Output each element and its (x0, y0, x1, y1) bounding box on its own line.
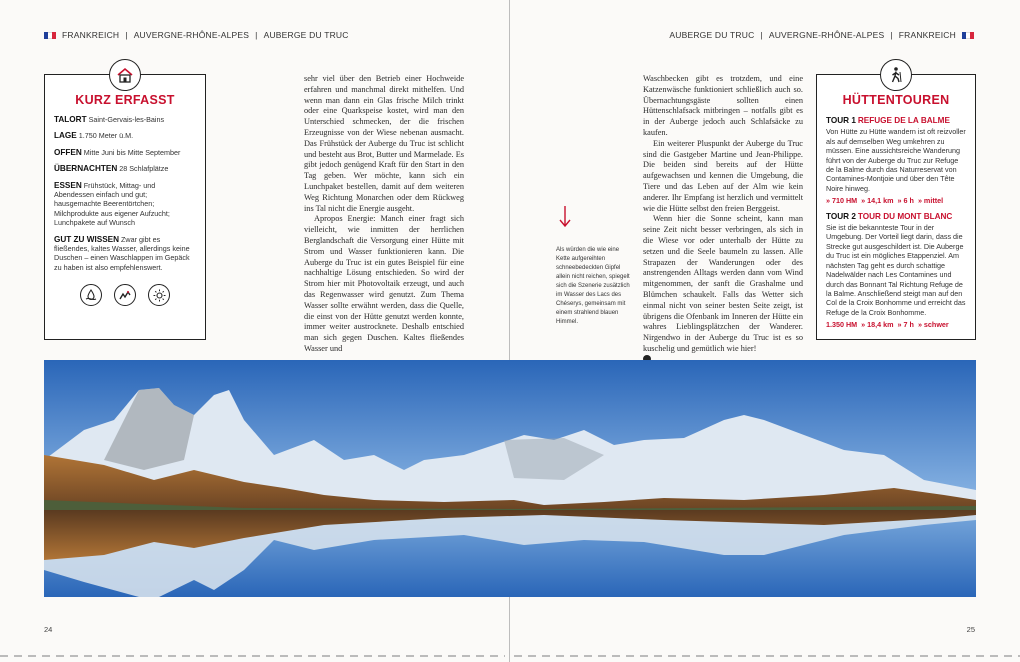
header-separator: | (760, 30, 763, 40)
tour2-duration: » 7 h (897, 320, 914, 330)
talort-value: Saint-Gervais-les-Bains (88, 115, 165, 124)
hiking-trail-icon (114, 284, 136, 306)
header-region: AUVERGNE-RHÔNE-ALPES (133, 30, 250, 40)
tour1-difficulty: » mittel (917, 196, 944, 206)
tour1-stats (826, 196, 966, 205)
right-body-column (643, 74, 803, 366)
photo-caption: Als würden die wie eine Kette aufgereihten schneebedeckten Gipfel allein nicht reichen, spiegelt sich die Szenerie zusätzlich im Wasser des Lacs des Chéserys, gemeinsam mit einem strahlend blauen Himmel. (556, 247, 630, 325)
header-separator: | (125, 30, 128, 40)
lage-value: 1.750 Meter ü.M. (78, 131, 134, 141)
header-hut: AUBERGE DU TRUC (669, 30, 755, 40)
paragraph: sehr viel über den Betrieb einer Hochweide erfahren und manchmal direkt mithelfen. Und wenn man dann ein Glas frische Milch trinkt oder eine Quarkspeise kostet, wird man den Unterschied schmecken, der die frischen Erzeugnisse von der Wiese nebenan ausmacht. Das Frühstück der Auberge du Truc ist schlicht und besteht aus Brot, Butter und Marmelade. Es gibt jedoch genügend Kraft für den Start in den Tag geben. Wer möchte, kann sich ein Lunchpaket bestellen, damit auf dem weiteren Weg Richtung Monarchen oder dem Rückweg ins Tal nicht die Energie ausgeht. (304, 74, 464, 213)
header-separator: | (890, 30, 893, 40)
uebernachten-label: ÜBERNACHTEN (54, 164, 118, 174)
hiker-icon (880, 59, 912, 91)
infobox-title: KURZ ERFASST (75, 93, 175, 107)
water-icon (80, 284, 102, 306)
mountain-hut-icon (109, 59, 141, 91)
offen-label: OFFEN (54, 147, 82, 157)
left-page-number: 24 (44, 625, 53, 634)
header-country: FRANKREICH (62, 30, 120, 40)
essen-value: Frühstück, Mittag- und Abendessen einfach und gut; hausgemachte Beerentörtchen; Milchprodukte aus eigener Aufzucht; Lunchpakete auf Wunsch (54, 180, 170, 228)
header-separator: | (255, 30, 258, 40)
tour2-name: TOUR DU MONT BLANC (857, 211, 953, 221)
paragraph: Waschbecken gibt es trotzdem, und eine Katzenwäsche funktioniert schließlich auch so. Übernachtungsgäste sollten einen Hüttenschlafsack mitbringen – notfalls gibt es in der Auberge jedoch auch Schlafsäcke zu kaufen. (643, 74, 803, 137)
kurz-erfasst-box (44, 74, 206, 340)
tour2-label: TOUR 2 (826, 211, 856, 221)
essen-label: ESSEN (54, 180, 82, 190)
tour1-label: TOUR 1 (826, 116, 856, 125)
huettentouren-box (816, 74, 976, 340)
french-flag-icon (962, 32, 974, 39)
caption-arrow-icon (559, 206, 571, 232)
tour1-duration: » 6 h (897, 196, 914, 206)
tour2-difficulty: » schwer (917, 320, 949, 330)
tour1-name: REFUGE DE LA BALME (857, 116, 950, 125)
uebernachten-value: 28 Schlafplätze (119, 164, 169, 174)
header-hut: AUBERGE DU TRUC (263, 30, 349, 40)
tour1-distance: » 14,1 km (861, 196, 894, 206)
right-bottom-edge (514, 655, 1020, 657)
talort-label: TALORT (54, 115, 87, 124)
tour2-text: Sie ist die bekannteste Tour in der Umgebung. Der Vorteil liegt darin, dass die Strecke gut ausgeschildert ist. Die Auberge du Truc ist ein mögliches Etappenziel. Am nächsten Tag geht es durch schattige Nadelwälder nach Les Contamines und durch das Bonnant Tal Richtung Refuge de la Balme. Anschließend steigt man auf den Col de la Croix Bonhomme und erreicht das Refuge de la Croix Bonhomme. (826, 223, 966, 317)
header-country: FRANKREICH (898, 30, 956, 40)
paragraph: Ein weiterer Pluspunkt der Auberge du Truc sind die Gastgeber Martine und Jean-Philippe. Die beiden sind bereits auf der Hütte aufgewachsen und kennen die Umgebung, die Tiere und das Leben auf der Alm wie kein anderer. Ihr Empfang ist herzlich und vermittelt wie die Hütte selbst den freien Berggeist. (643, 138, 803, 213)
french-flag-icon (44, 32, 56, 39)
left-running-header (44, 30, 349, 40)
gut-zu-wissen-label: GUT ZU WISSEN (54, 234, 120, 244)
left-body-column (304, 74, 464, 355)
toursbox-content (826, 116, 966, 330)
infobox-content (54, 115, 196, 272)
toursbox-title: HÜTTENTOUREN (842, 93, 950, 107)
gut-zu-wissen-value: Zwar gibt es fließendes, kaltes Wasser, allerdings keine Duschen – einen Waschlappen im Gepäck zu haben ist also empfehlenswert. (54, 234, 190, 272)
paragraph: Wenn hier die Sonne scheint, kann man seine Zeit nicht besser verbringen, als sich in die Wiese vor oder unterhalb der Hütte zu setzen und die Seele baumeln zu lassen. Alle Strapazen der Wanderungen oder des anstrengenden Alltags werden dann vom Wind mitgenommen, der sanft die Grashalme und Blümchen schaukelt. Falls das Wetter sich einmal nicht von seiner besten Seite zeigt, ist übrigens die Ofenbank im Inneren der Hütte ein wahres Lieblingsplätzchen der Wanderer. Nirgendwo in der Auberge du Truc ist es so kuschelig und gemütlich wie hier! (643, 214, 803, 353)
tour2-height: 1.350 HM (826, 320, 858, 330)
left-bottom-edge (0, 655, 505, 657)
mountain-lake-panorama-photo (44, 360, 976, 597)
offen-value: Mitte Juni bis Mitte September (83, 147, 181, 157)
tour1-height: » 710 HM (826, 196, 858, 206)
lage-label: LAGE (54, 131, 77, 141)
tour2-stats (826, 320, 966, 329)
header-region: AUVERGNE-RHÔNE-ALPES (768, 30, 885, 40)
paragraph: Apropos Energie: Manch einer fragt sich vielleicht, wie inmitten der herrlichen Berglandschaft die Versorgung einer Hütte mit Strom und Wasser funktionieren kann. Die Auberge du Truc ist ein gutes Beispiel für eine nachhaltige Lösung entschieden. So wird der Strom hier mit Photovoltaik erzeugt, und auch das Regenwasser wird genutzt. Zum Thema Wasser sollte erwähnt werden, dass die Quelle, die einst von der Hütte genutzt werden konnte, immer weiter austrocknete. Deshalb entschied man sich gegen Duschen. Kaltes fließendes Wasser und (304, 214, 464, 353)
right-page-number: 25 (966, 625, 975, 634)
tour2-distance: » 18,4 km (861, 320, 894, 330)
feature-icons (45, 284, 205, 306)
tour1-text: Von Hütte zu Hütte wandern ist oft reizvoller als auf demselben Weg umkehren zu müssen. Eine aussichtsreiche Wanderung führt von der Auberge du Truc zur Refuge de la Balme durch das Naturreservat von Contamines-Montjoie und über den Tête Noire hinweg. (826, 127, 966, 193)
sun-icon (148, 284, 170, 306)
right-running-header (669, 30, 974, 40)
